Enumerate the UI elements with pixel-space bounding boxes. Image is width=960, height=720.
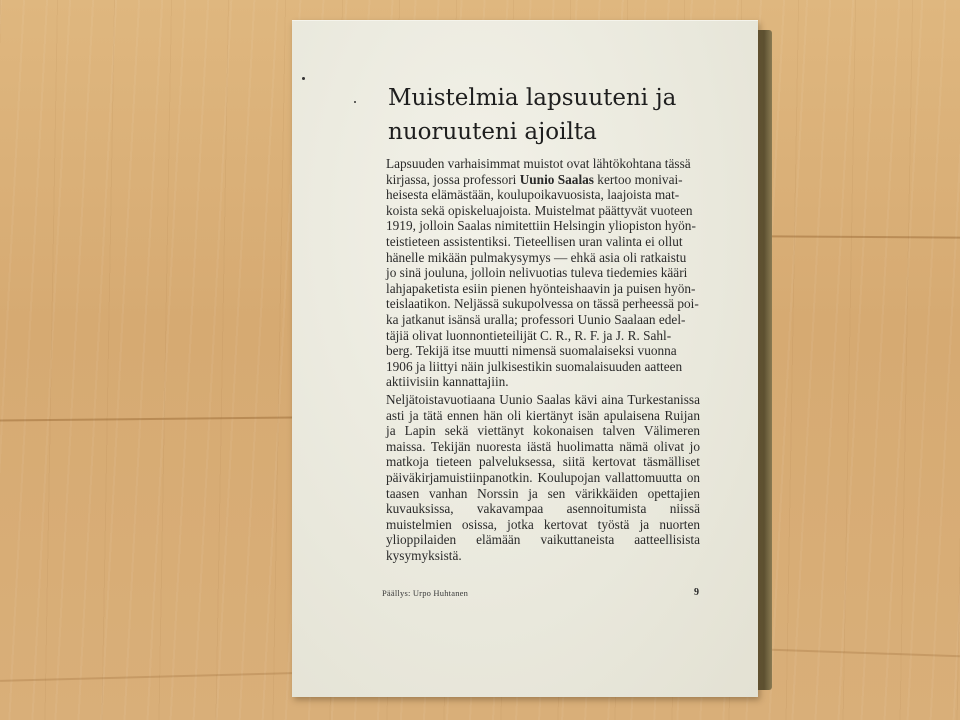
wood-grain-line (772, 235, 960, 238)
paragraph-1-rest: kertoo monivai- heisesta elämästään, koulupoikavuosista, laajoista mat- koista sekä opiskeluajoista. Muistelmat päättyvät vuoteen 1919, jolloin Saalas nimitettiin Helsingin yliopiston hyön- teistieteen assistentiksi. Tieteellisen uran valinta ei ollut hänelle mikään pulmakysymys — ehkä asia oli ratkaistu jo sinä jouluna, jolloin nelivuotias tuleva tiedemies kääri lahjapaketista esiin pienen hyönteishaavin ja puisen hyön- teislaatikon. Neljässä sukupolvessa on tässä perheessä poi- ka jatkanut isänsä uralla; professori Uunio Saalaan edel- täjiä olivat luonnontieteilijät C. R., R. F. ja J. R. Sahl- berg. Tekijä itse muutti nimensä suomalaiseksi vuonna 1906 ja liittyi näin julkisestikin suomalaisuuden aatteen aktiivisiin kannattajiin. (386, 171, 699, 390)
wood-grain-line (0, 416, 292, 421)
print-speck (354, 101, 356, 103)
wood-grain-line (772, 649, 960, 658)
book-back-cover (292, 20, 758, 697)
paragraph-1-intro: Lapsuuden varhaisimmat muistot ovat lähtökohtana tässä kirjassa, jossa professori (386, 156, 691, 187)
cover-designer-credit: Päällys: Urpo Huhtanen (382, 588, 469, 598)
page-number: 9 (694, 587, 699, 598)
wood-grain-line (0, 672, 292, 682)
book-title: Muistelmia lapsuuteni ja nuoruuteni ajoilta (388, 85, 677, 145)
description-paragraph-1 (386, 156, 700, 390)
description-paragraph-2: Neljätoistavuotiaana Uunio Saalas kävi aina Turkestanissa asti ja tätä ennen hän oli kiertänyt isän apulaisena Ruijan ja Lapin sekä viettänyt kokonaisen talven Välimeren maissa. Tekijän nuoresta iästä huolimatta nämä olivat jo matkoja tieteen palveluksessa, siitä kertovat täsmälliset päiväkirjamuistiinpanotkin. Koulupojan vallattomuutta on taasen vanhan Norssin ja sen värikkäiden opettajien kuvauksissa, vakavampaa asennoitumista niissä muistelmien osissa, jotka kertovat työstä ja nuorten ylioppilaiden elämään vaikuttaneista aatteellisista kysymyksistä. (386, 392, 700, 563)
author-name: Uunio Saalas (519, 171, 594, 187)
print-speck (302, 77, 305, 80)
